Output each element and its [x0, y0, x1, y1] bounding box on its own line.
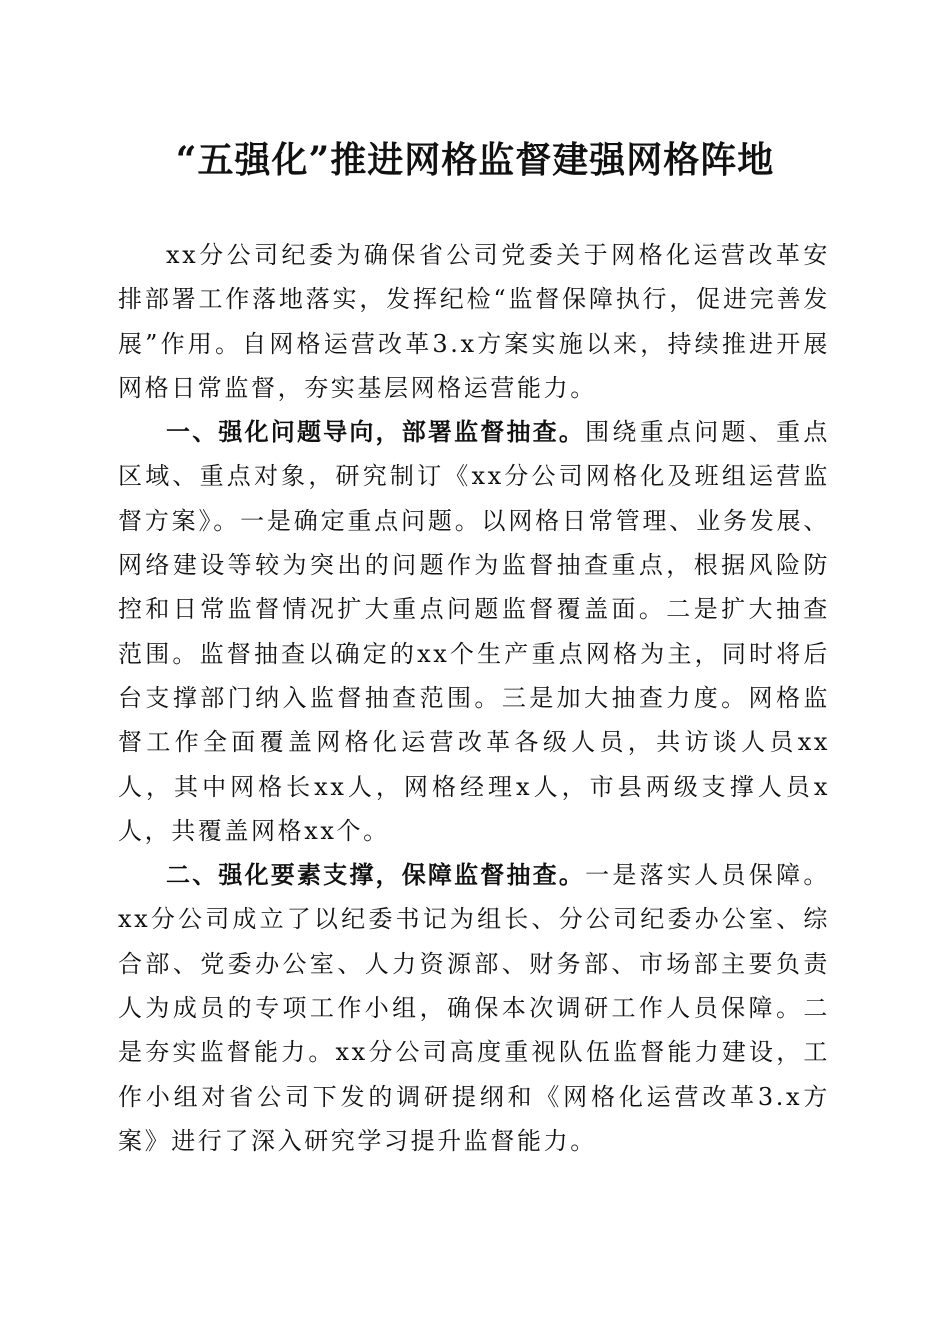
- section-heading-1: 一、强化问题导向，部署监督抽查。: [166, 418, 586, 447]
- document-title: “五强化”推进网格监督建强网格阵地: [175, 139, 775, 181]
- section-paragraph-1: [118, 410, 830, 853]
- section-text-1: 围绕重点问题、重点区域、重点对象，研究制订《xx分公司网格化及班组运营监督方案》。一是确定重点问题。以网格日常管理、业务发展、网络建设等较为突出的问题作为监督抽查重点，根据风险防控和日常监督情况扩大重点问题监督覆盖面。二是扩大抽查范围。监督抽查以确定的xx个生产重点网格为主，同时将后台支撑部门纳入监督抽查范围。三是加大抽查力度。网格监督工作全面覆盖网格化运营改革各级人员，共访谈人员xx人，其中网格长xx人，网格经理x人，市县两级支撑人员x人，共覆盖网格xx个。: [118, 418, 830, 845]
- intro-text: xx分公司纪委为确保省公司党委关于网格化运营改革安排部署工作落地落实，发挥纪检“监督保障执行，促进完善发展”作用。自网格运营改革3.x方案实施以来，持续推进开展网格日常监督，夯实基层网格运营能力。: [118, 241, 830, 402]
- section-text-2: 一是落实人员保障。xx分公司成立了以纪委书记为组长、分公司纪委办公室、综合部、党委办公室、人力资源部、财务部、市场部主要负责人为成员的专项工作小组，确保本次调研工作人员保障。二是夯实监督能力。xx分公司高度重视队伍监督能力建设，工作小组对省公司下发的调研提纲和《网格化运营改革3.x方案》进行了深入研究学习提升监督能力。: [118, 861, 830, 1155]
- document-body: [118, 233, 830, 1163]
- section-paragraph-2: [118, 853, 830, 1163]
- intro-paragraph: [118, 233, 830, 410]
- section-heading-2: 二、强化要素支撑，保障监督抽查。: [166, 861, 586, 890]
